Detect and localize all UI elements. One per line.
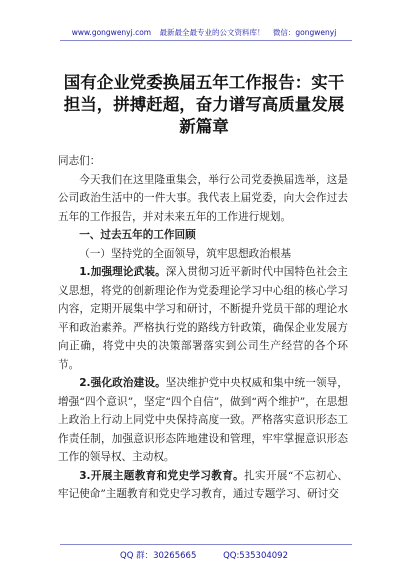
footer-qq: QQ:535304092: [223, 551, 288, 561]
item-3-label: 3.开展主题教育和党史学习教育。: [79, 469, 245, 482]
item-2-paragraph: [58, 374, 348, 467]
item-2-label: 2.强化政治建设。: [79, 377, 166, 389]
document-title: 国有企业党委换届五年工作报告：实干担当，拼搏赶超，奋力谱写高质量发展新篇章: [63, 73, 345, 136]
item-1-text: 深入贯彻习近平新时代中国特色社会主义思想，将党的创新理论作为党委理论学习中心组的核心学习内容，定期开展集中学习和研讨，不断提升党员干部的理论水平和政治素养。严格执行党的路线方针政策，确保企业发展方向正确，将党中央的决策部署落实到公司生产经营的各个环节。: [58, 266, 348, 371]
section-heading-1: 一、过去五年的工作回顾: [79, 229, 196, 241]
greeting: 同志们：: [58, 155, 101, 167]
page-header: [0, 27, 408, 38]
subsection-heading-1: （一）坚持党的全面领导，筑牢思想政治根基: [79, 247, 292, 260]
intro-paragraph: 今天我们在这里隆重集会，举行公司党委换届选举，这是公司政治生活中的一件大事。我代表上届党委，向大会作过去五年的工作报告，并对未来五年的工作进行规划。: [58, 173, 348, 223]
document-body: [58, 152, 348, 504]
header-wechat: 微信：gongwenyj: [272, 28, 337, 37]
item-1-paragraph: [58, 263, 348, 374]
item-1-label: 1.加强理论武装。: [79, 266, 166, 278]
header-divider: [60, 40, 352, 41]
header-slogan: 最新最全最专业的公文资料库！: [159, 28, 265, 37]
footer-divider: [60, 544, 352, 545]
item-3-paragraph: [58, 467, 348, 504]
item-2-text: 坚决维护党中央权威和集中统一领导，增强“四个意识”，坚定“四个自信”，做到“两个维护”，在思想上政治上行动上同党中央保持高度一致。严格落实意识形态工作责任制，加强意识形态阵地建设和管理，牢牢掌握意识形态工作的领导权、主动权。: [58, 377, 348, 463]
footer-qq-group: QQ 群：30265665: [120, 551, 197, 561]
header-site-link[interactable]: www.gongwenyj.com: [71, 28, 152, 37]
item-3-text: 扎实开展“不忘初心、牢记使命”主题教育和党史学习教育，通过专题学习、研讨交: [58, 469, 348, 500]
page-footer: [0, 549, 408, 561]
